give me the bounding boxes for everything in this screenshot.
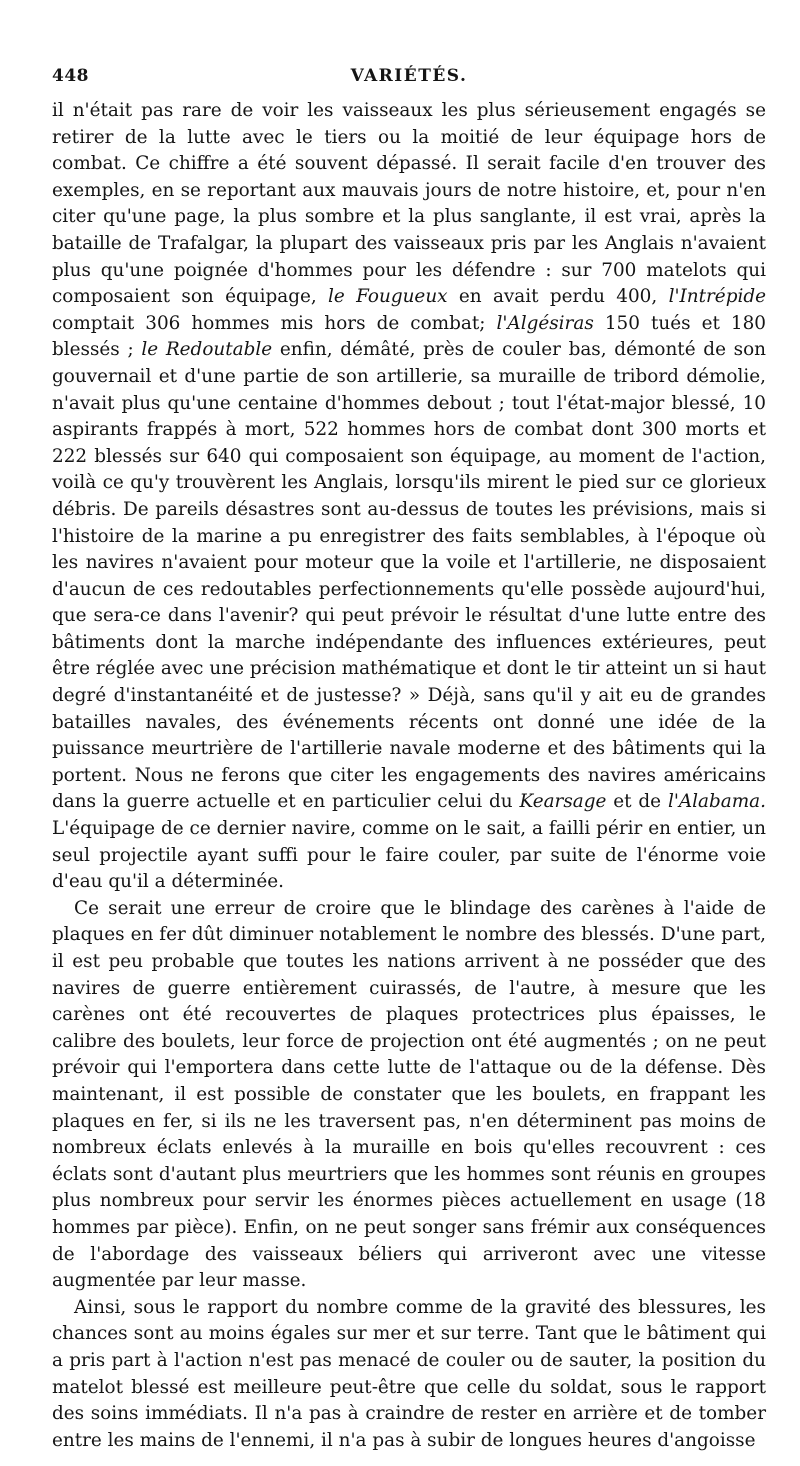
paragraph xyxy=(52,1295,766,1455)
text-run: Ainsi, sous le rapport du nombre comme de la gravité des blessures, les chances sont au moins égales sur mer et sur terre. Tant que le bâtiment qui a pris part à l'action n'est pas menacé de couler ou de sauter, la position du matelot blessé est meilleure peut-être que celle du soldat, sous le rapport des soins immédiats. Il n'a pas à craindre de rester en arrière et de tomber entre les mains de l'ennemi, il n'a pas à subir de longues heures d'angoisse xyxy=(52,1296,766,1451)
text-run: comptait 306 hommes mis hors de combat; xyxy=(52,312,497,334)
page-header xyxy=(52,66,766,92)
text-run: 150 tués et 180 blessés ; xyxy=(52,312,767,361)
text-run: enfin, démâté, près de couler bas, démonté de son gouvernail et d'une partie de son artillerie, sa muraille de tribord démolie, n'avait plus qu'une centaine d'hommes debout ; tout l'état-major blessé, 10 aspirants frappés à mort, 522 hommes hors de combat dont 300 morts et 222 blessés sur 640 qui composaient son équipage, au moment de l'action, voilà ce qu'y trouvèrent les Anglais, lorsqu'ils mirent le pied sur ce glorieux débris. De pareils désastres sont au-dessus de toutes les prévisions, mais si l'histoire de la marine a pu enregistrer des faits semblables, à l'époque où les navires n'avaient pour moteur que la voile et l'artillerie, ne disposaient d'aucun de ces redoutables perfectionnements qu'elle possède aujourd'hui, que sera-ce dans l'avenir? qui peut prévoir le résultat d'une lutte entre des bâtiments dont la marche indépendante des influences extérieures, peut être réglée avec une précision mathématique et dont le tir atteint un si haut degré d'instantanéité et de justesse? » Déjà, sans qu'il y ait eu de grandes batailles navales, des événements récents ont donné une idée de la puissance meurtrière de l'artillerie navale moderne et des bâtiments qui la portent. Nous ne ferons que citer les engagements des navires américains dans la guerre actuelle et en particulier celui du xyxy=(52,339,767,813)
running-title: VARIÉTÉS. xyxy=(350,66,468,86)
page-number: 448 xyxy=(52,66,89,86)
paragraph xyxy=(52,896,766,1295)
ship-name: l'Algésiras xyxy=(496,312,594,334)
ship-name: l'Intrépide xyxy=(668,286,767,308)
text-run: Ce serait une erreur de croire que le blindage des carènes à l'aide de plaques en fer dût diminuer notablement le nombre des blessés. D'une part, il est peu probable que toutes les nations arrivent à ne posséder que des navires de guerre entièrement cuirassés, de l'autre, à mesure que les carènes ont été recouvertes de plaques protectrices plus épaisses, le calibre des boulets, leur force de projection ont été augmentés ; on ne peut prévoir qui l'emportera dans cette lutte de l'attaque ou de la défense. Dès maintenant, il est possible de constater que les boulets, en frappant les plaques en fer, si ils ne les traversent pas, n'en déterminent pas moins de nombreux éclats enlevés à la muraille en bois qu'elles recouvrent : ces éclats sont d'autant plus meurtriers que les hommes sont réunis en groupes plus nombreux pour servir les énormes pièces actuellement en usage (18 hommes par pièce). Enfin, on ne peut songer sans frémir aux conséquences de l'abordage des vaisseaux béliers qui arriveront avec une vitesse augmentée par leur masse. xyxy=(52,897,766,1292)
ship-name: le Redoutable xyxy=(141,339,273,361)
ship-name: le Fougueux xyxy=(328,286,448,308)
text-run: et de xyxy=(606,791,668,813)
ship-name: Kearsage xyxy=(519,791,607,813)
text-run: en avait perdu 400, xyxy=(447,286,669,308)
text-run: il n'était pas rare de voir les vaisseaux les plus sérieusement engagés se retirer de la lutte avec le tiers ou la moitié de leur équipage hors de combat. Ce chiffre a été souvent dépassé. Il serait facile d'en trouver des exemples, en se reportant aux mauvais jours de notre histoire, et, pour n'en citer qu'une page, la plus sombre et la plus sanglante, il est vrai, après la bataille de Trafalgar, la plupart des vaisseaux pris par les Anglais n'avaient plus qu'une poignée d'hommes pour les défendre : sur 700 matelots qui composaient son équipage, xyxy=(52,100,766,308)
text-run: L'équipage de ce dernier navire, comme on le sait, a failli périr en entier, un seul projectile ayant suffi pour le faire couler, par suite de l'énorme voie d'eau qu'il a déterminée. xyxy=(52,818,766,893)
paragraph xyxy=(52,98,766,896)
body-text xyxy=(52,98,766,1454)
ship-name: l'Alabama. xyxy=(667,791,766,813)
